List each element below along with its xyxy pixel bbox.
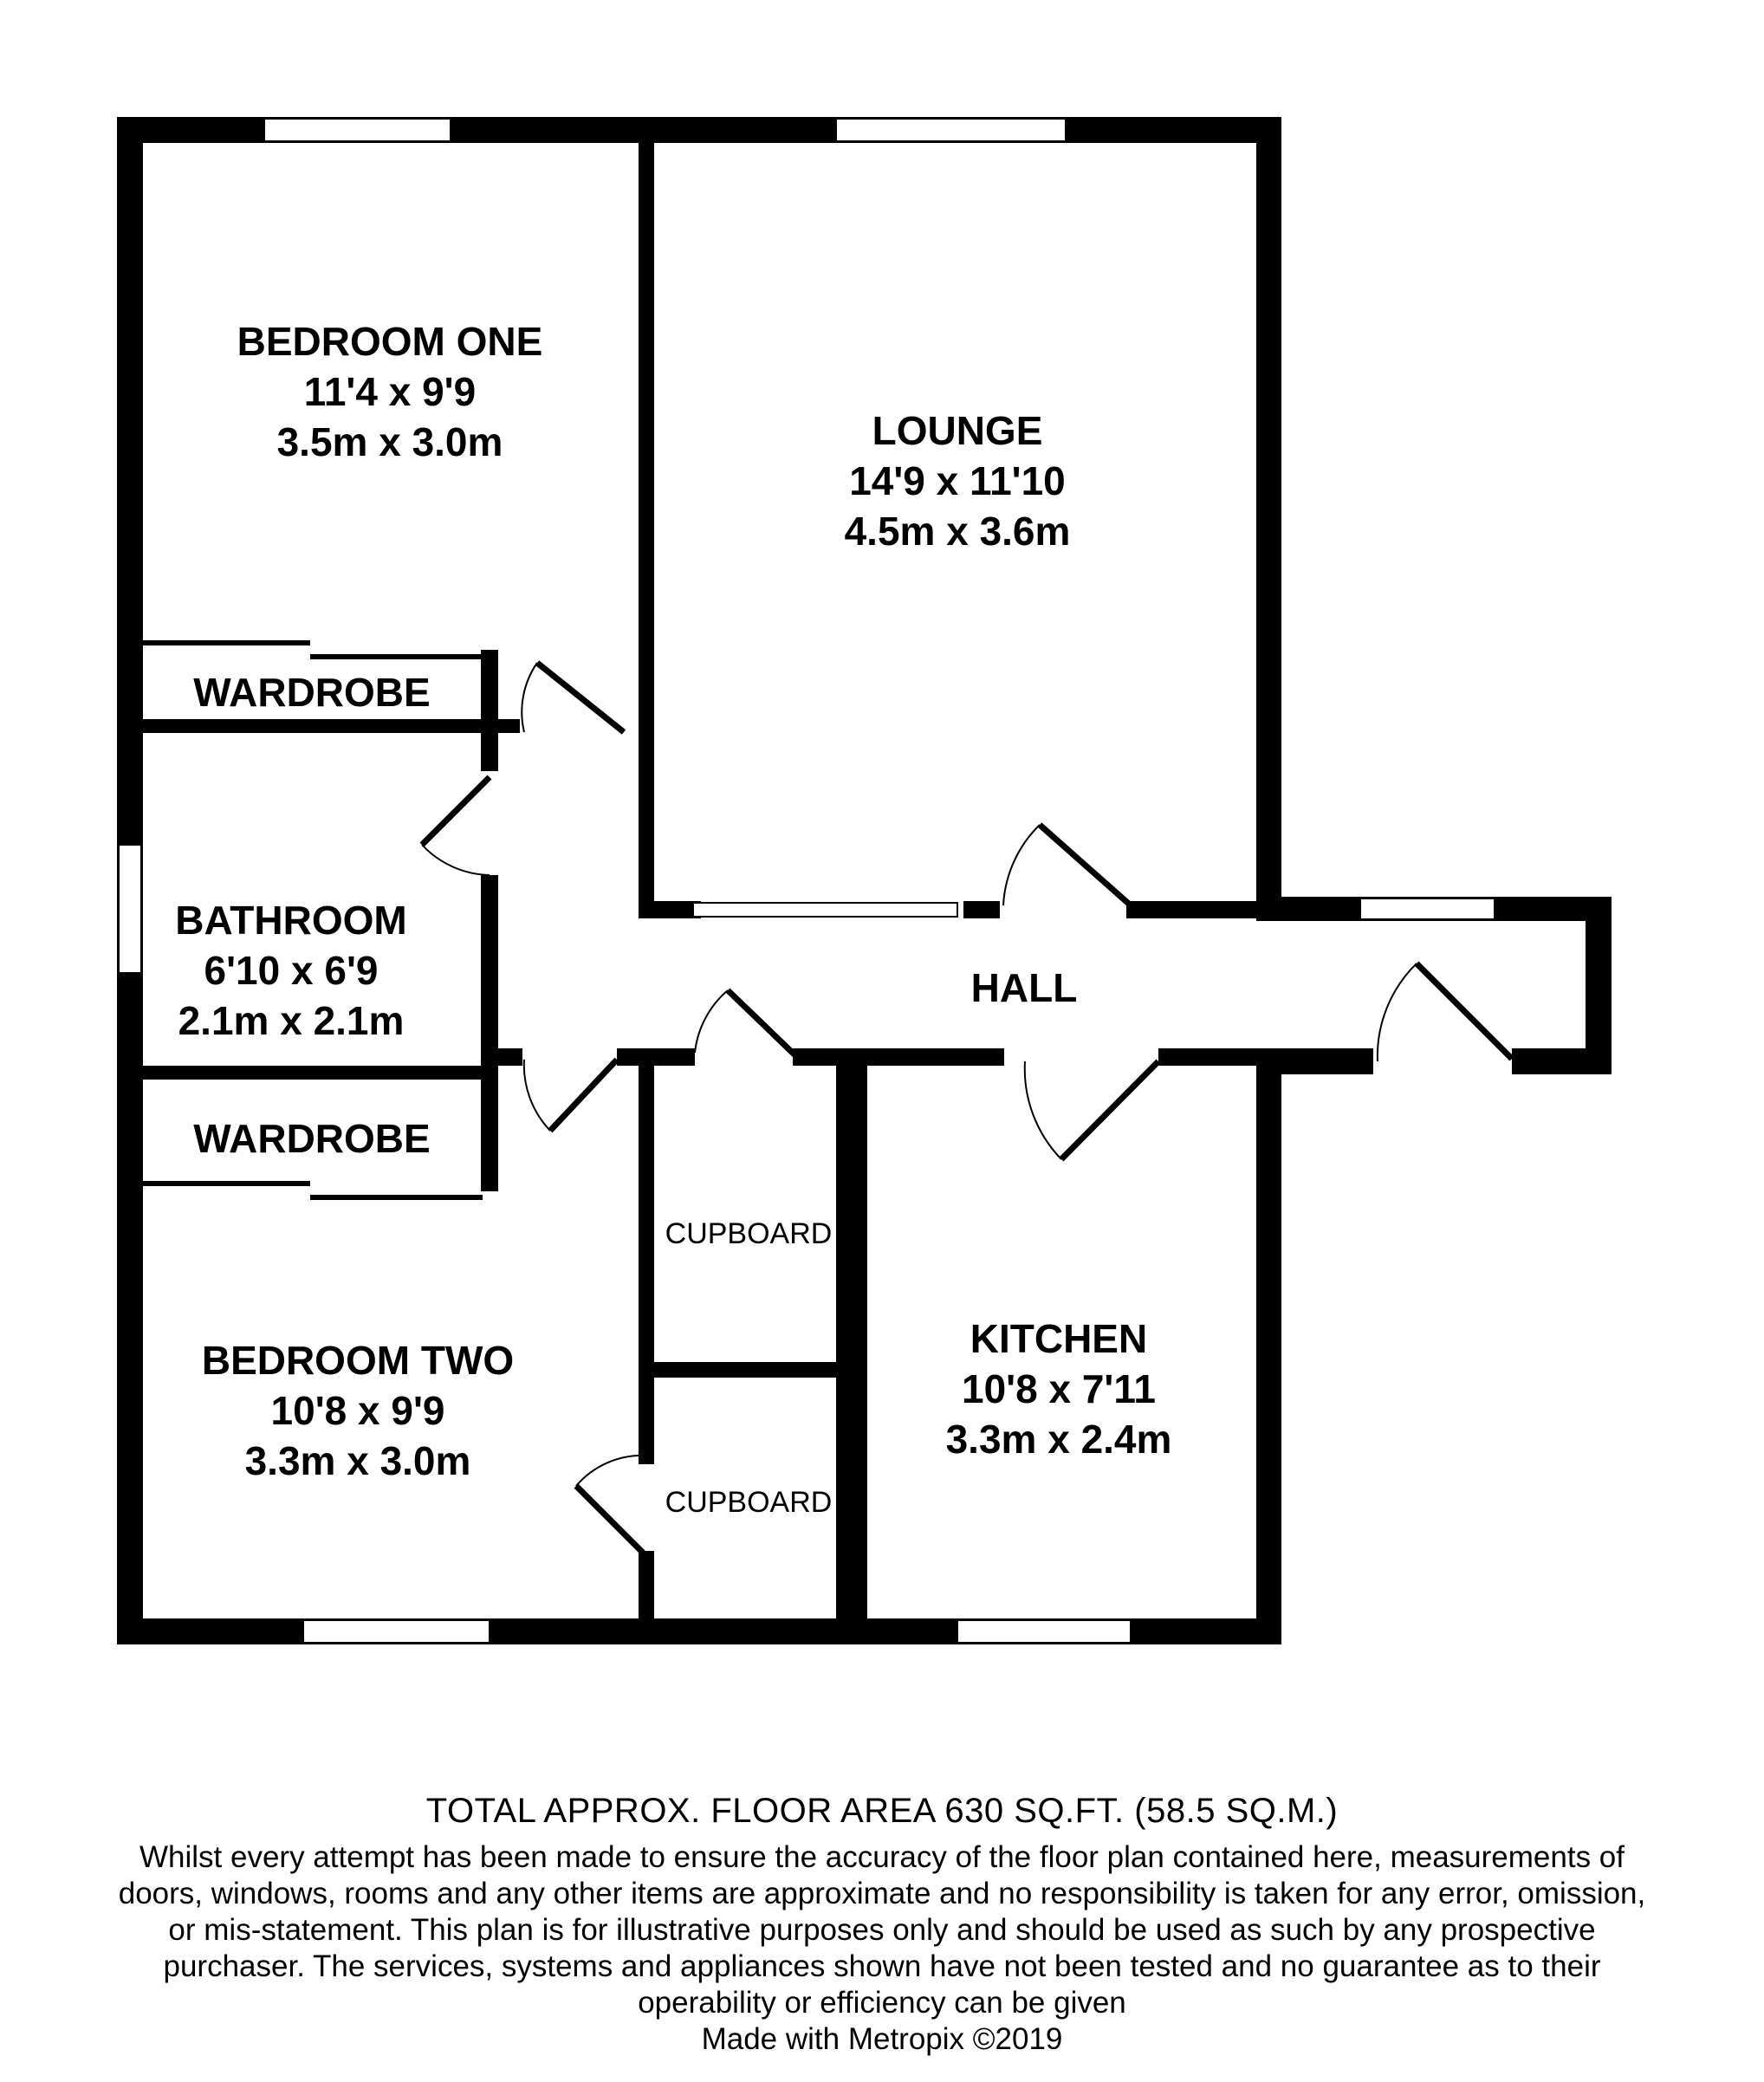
bathroom-metric: 2.1m x 2.1m xyxy=(178,998,405,1043)
bedroom-two-imperial: 10'8 x 9'9 xyxy=(270,1388,445,1433)
lounge-imperial: 14'9 x 11'10 xyxy=(849,458,1066,503)
bedroom-two-metric: 3.3m x 3.0m xyxy=(244,1438,471,1483)
kitchen-name: KITCHEN xyxy=(970,1316,1148,1361)
footer xyxy=(0,1792,1764,2058)
cupboard-bottom-label: CUPBOARD xyxy=(665,1486,833,1519)
lounge-metric: 4.5m x 3.6m xyxy=(844,509,1071,554)
metropix-credit: Made with Metropix ©2019 xyxy=(701,2022,1063,2056)
lounge-name: LOUNGE xyxy=(872,408,1043,453)
room-hall xyxy=(971,965,1078,1010)
bedroom-one-imperial: 11'4 x 9'9 xyxy=(303,369,477,414)
room-bedroom-one xyxy=(237,319,543,464)
cupboard-top-label: CUPBOARD xyxy=(665,1217,833,1250)
room-kitchen xyxy=(946,1316,1172,1462)
room-bathroom xyxy=(175,898,406,1043)
kitchen-metric: 3.3m x 2.4m xyxy=(945,1417,1172,1462)
wardrobe-top-label: WARDROBE xyxy=(193,670,431,715)
bedroom-one-name: BEDROOM ONE xyxy=(237,319,543,364)
bedroom-one-metric: 3.5m x 3.0m xyxy=(276,419,503,464)
room-bedroom-two xyxy=(202,1338,514,1483)
bathroom-name: BATHROOM xyxy=(175,898,407,943)
bathroom-imperial: 6'10 x 6'9 xyxy=(204,948,379,993)
disclaimer-text: Whilst every attempt has been made to ensure the accuracy of the floor plan contained here, measurements of doors, windows, rooms and any other items are approximate and no responsibility is taken for any error, omission, or mis-statement. This plan is for illustrative purposes only and should be used as such by any prospective purchaser. The services, systems and appliances shown have not been tested and no guarantee as to their operability or efficiency can be given xyxy=(118,1840,1646,2020)
total-floor-area: TOTAL APPROX. FLOOR AREA 630 SQ.FT. (58.5 SQ.M.) xyxy=(425,1792,1339,1830)
hall-name: HALL xyxy=(970,965,1078,1010)
bedroom-two-name: BEDROOM TWO xyxy=(201,1338,515,1383)
kitchen-imperial: 10'8 x 7'11 xyxy=(962,1366,1156,1411)
room-lounge xyxy=(845,408,1071,554)
wardrobe-bottom-label: WARDROBE xyxy=(193,1116,431,1161)
